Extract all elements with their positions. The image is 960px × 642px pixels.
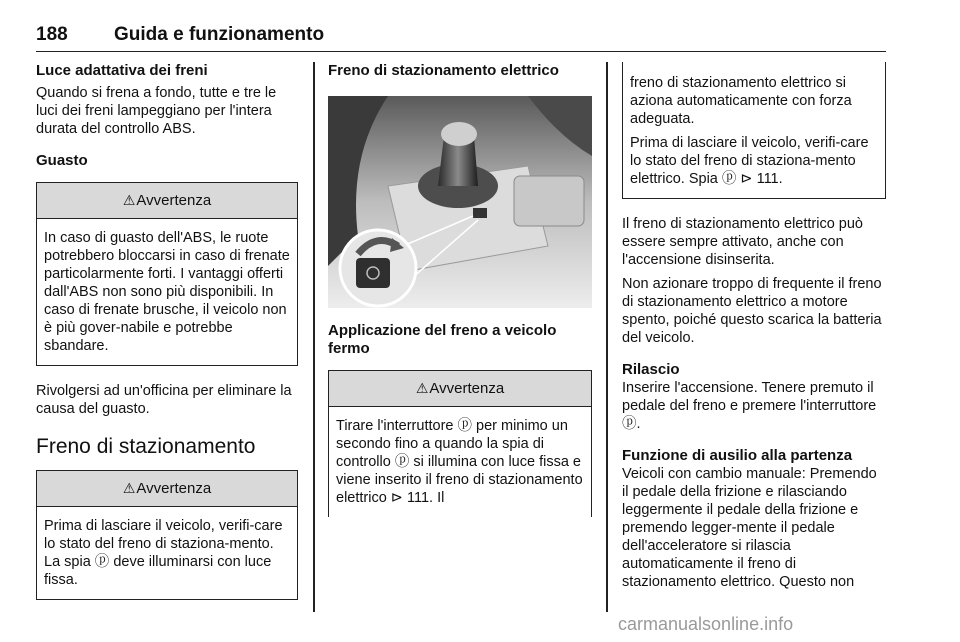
photo-caption: Applicazione del freno a veicolo fermo — [328, 322, 557, 357]
warning-text: Prima di lasciare il veicolo, verifi-care lo stato del freno di staziona-mento. La spia ⓟ deve illuminarsi con luce fissa. — [44, 518, 283, 588]
warning-text-check: Prima di lasciare il veicolo, verifi-care lo stato del freno di staziona-mento elettrico. Spia ⓟ ⊳ 111. — [630, 135, 869, 187]
column-divider-1 — [313, 62, 315, 612]
page-number: 188 — [36, 24, 68, 45]
warning-header — [329, 371, 591, 407]
paragraph-workshop: Rivolgersi ad un'officina per eliminare la causa del guasto. — [36, 383, 292, 417]
warning-text-continued: freno di stazionamento elettrico si aziona automaticamente con forza adeguata. — [630, 75, 852, 127]
warning-title: Avvertenza — [136, 192, 212, 209]
section-title: Guida e funzionamento — [114, 24, 325, 45]
warning-box-abs — [36, 182, 298, 366]
paragraph-drive-away-assist: Veicoli con cambio manuale: Premendo il pedale della frizione e rilasciando leggermente il pedale della frizione e premendo legger-mente il pedale dell'acceleratore si rilascia automaticamente il freno di stazionamento elettrico. Questo non — [622, 466, 877, 590]
console-photo — [328, 96, 592, 308]
warning-box-apply-brake — [328, 370, 592, 517]
column-divider-2 — [606, 62, 608, 612]
column-1 — [36, 62, 298, 600]
column-2 — [328, 62, 592, 517]
warning-header — [37, 183, 297, 219]
paragraph-release: Inserire l'accensione. Tenere premuto il pedale del freno e premere l'interruttore ⓟ. — [622, 380, 877, 432]
paragraph-always-activatable: Il freno di stazionamento elettrico può essere sempre attivato, anche con l'accensione disinserita. — [622, 216, 863, 268]
paragraph-adaptive-brake-light: Quando si frena a fondo, tutte e tre le luci dei freni lampeggiano per l'intera durata del controllo ABS. — [36, 85, 277, 137]
watermark: carmanualsonline.info — [618, 614, 794, 634]
warning-triangle-icon: ⚠ — [415, 380, 429, 396]
heading-electric-parking-brake: Freno di stazionamento elettrico — [328, 62, 559, 79]
column-3 — [622, 62, 886, 591]
warning-title: Avvertenza — [136, 480, 212, 497]
heading-fault: Guasto — [36, 152, 88, 169]
warning-text: In caso di guasto dell'ABS, le ruote potrebbero bloccarsi in caso di frenate particolarmente forti. I vantaggi offerti dall'ABS non sono più disponibili. In caso di frenate brusche, il veicolo non è più gover-nabile e potrebbe sbandare. — [44, 230, 290, 354]
warning-triangle-icon: ⚠ — [122, 192, 136, 208]
warning-triangle-icon: ⚠ — [122, 480, 136, 496]
heading-drive-away-assist: Funzione di ausilio alla partenza — [622, 447, 853, 464]
warning-header — [37, 471, 297, 507]
heading-adaptive-brake-light: Luce adattativa dei freni — [36, 62, 208, 79]
gear-lever-illustration — [328, 96, 592, 308]
paragraph-battery: Non azionare troppo di frequente il freno di stazionamento elettrico a motore spento, poiché questo scarica la batteria del veicolo. — [622, 276, 882, 346]
heading-parking-brake: Freno di stazionamento — [36, 435, 256, 458]
heading-release: Rilascio — [622, 361, 680, 378]
warning-text: Tirare l'interruttore ⓟ per minimo un secondo fino a quando la spia di controllo ⓟ si illumina con luce fissa e viene inserito il freno di stazionamento elettrico ⊳ 111. Il — [336, 418, 583, 506]
warning-box-parking-brake — [36, 470, 298, 600]
warning-title: Avvertenza — [429, 380, 505, 397]
page-header — [36, 22, 886, 52]
warning-box-continued — [622, 62, 886, 199]
